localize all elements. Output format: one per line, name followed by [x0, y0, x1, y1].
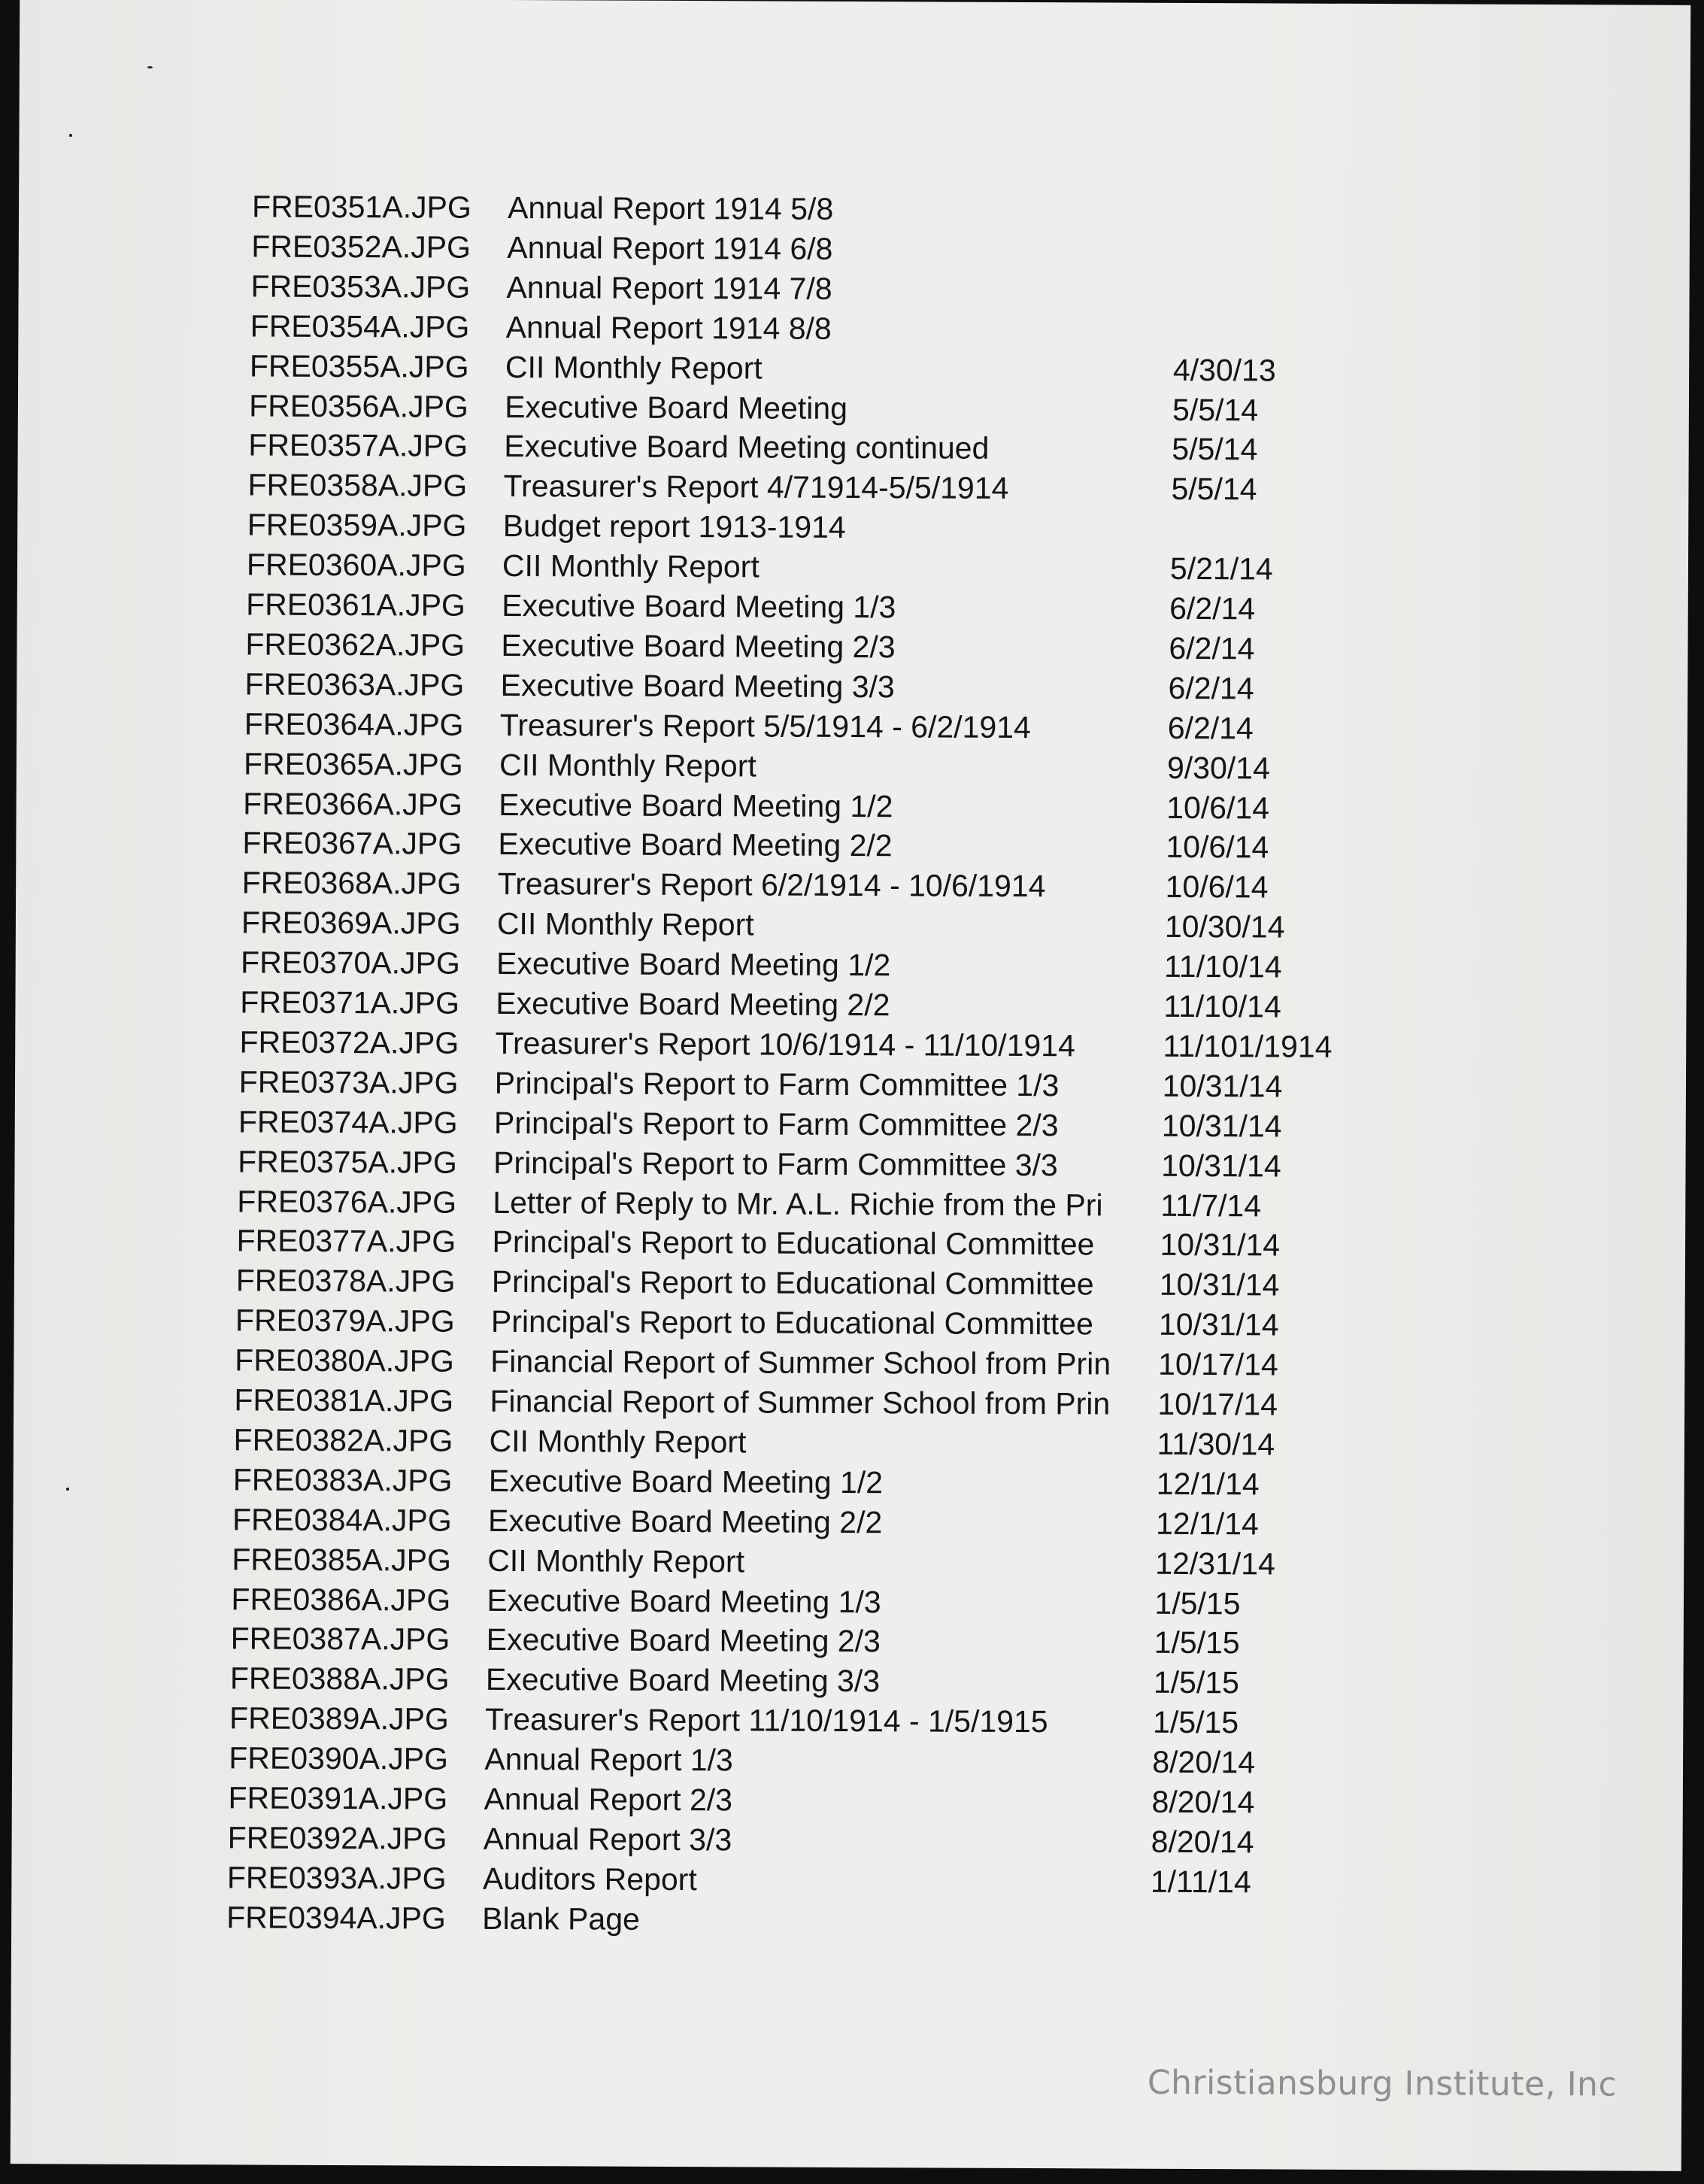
file-name: FRE0369A.JPG: [241, 905, 461, 941]
document-date: 10/6/14: [1166, 830, 1269, 865]
document-description: Executive Board Meeting 1/2: [496, 946, 891, 983]
file-name: FRE0386A.JPG: [231, 1581, 451, 1618]
document-date: 1/5/15: [1152, 1704, 1239, 1740]
document-date: 6/2/14: [1168, 670, 1254, 706]
document-description: Treasurer's Report 11/10/1914 - 1/5/1915: [484, 1702, 1048, 1740]
document-date: 8/20/14: [1152, 1744, 1256, 1780]
document-date: 10/31/14: [1162, 1068, 1283, 1104]
file-name: FRE0359A.JPG: [247, 507, 467, 543]
file-name: FRE0374A.JPG: [238, 1104, 458, 1140]
document-date: 11/7/14: [1160, 1188, 1262, 1223]
document-date: 12/1/14: [1155, 1506, 1259, 1542]
document-date: 4/30/13: [1172, 352, 1276, 388]
file-name: FRE0378A.JPG: [235, 1263, 456, 1300]
document-date: 10/6/14: [1166, 790, 1270, 825]
document-description: Treasurer's Report 10/6/1914 - 11/10/1914: [495, 1025, 1075, 1063]
file-name: FRE0354A.JPG: [250, 308, 470, 344]
document-description: Principal's Report to Educational Committee: [490, 1304, 1093, 1342]
file-name: FRE0351A.JPG: [251, 189, 471, 225]
document-date: 10/30/14: [1164, 909, 1285, 945]
document-date: 1/5/15: [1153, 1665, 1239, 1700]
document-date: 6/2/14: [1169, 590, 1256, 626]
document-description: Executive Board Meeting 2/3: [501, 627, 896, 665]
document-date: 5/5/14: [1172, 432, 1258, 467]
dust-speck: [69, 134, 72, 137]
document-description: Treasurer's Report 4/71914-5/5/1914: [503, 469, 1009, 506]
document-description: Annual Report 1914 8/8: [505, 309, 832, 346]
file-name: FRE0385A.JPG: [232, 1542, 452, 1578]
document-description: Principal's Report to Farm Committee 1/3: [494, 1065, 1060, 1103]
document-description: Budget report 1913-1914: [502, 508, 846, 545]
document-description: Annual Report 1914 5/8: [507, 190, 834, 226]
file-name: FRE0362A.JPG: [245, 626, 465, 663]
document-date: 5/5/14: [1172, 392, 1259, 427]
document-description: Executive Board Meeting 2/2: [498, 827, 893, 863]
document-description: Treasurer's Report 5/5/1914 - 6/2/1914: [499, 707, 1031, 745]
file-name: FRE0367A.JPG: [242, 825, 462, 862]
document-date: 10/17/14: [1157, 1386, 1278, 1422]
file-index-list: [20, 0, 1690, 1937]
document-description: Executive Board Meeting 3/3: [500, 667, 895, 705]
document-description: Principal's Report to Farm Committee 2/3: [493, 1105, 1059, 1142]
file-name: FRE0379A.JPG: [235, 1303, 455, 1339]
document-date: 11/30/14: [1157, 1426, 1275, 1462]
document-date: 10/31/14: [1159, 1267, 1280, 1303]
document-description: Annual Report 1/3: [484, 1741, 733, 1778]
document-date: 10/31/14: [1161, 1108, 1282, 1144]
file-name: FRE0373A.JPG: [238, 1064, 459, 1100]
document-date: 6/2/14: [1169, 630, 1255, 666]
document-date: 11/10/14: [1163, 988, 1281, 1024]
document-date: 10/31/14: [1160, 1227, 1281, 1263]
file-name: FRE0368A.JPG: [241, 865, 462, 902]
scanned-page: [11, 0, 1691, 2171]
file-name: FRE0356A.JPG: [249, 388, 468, 424]
document-date: [1175, 231, 1415, 232]
document-description: Executive Board Meeting 3/3: [485, 1662, 881, 1699]
document-description: CII Monthly Report: [489, 1423, 747, 1460]
document-date: 11/101/1914: [1163, 1028, 1333, 1064]
document-description: Executive Board Meeting 2/2: [496, 985, 890, 1023]
file-name: FRE0388A.JPG: [229, 1661, 450, 1697]
document-description: Executive Board Meeting 1/2: [488, 1463, 884, 1500]
file-name: FRE0392A.JPG: [227, 1820, 447, 1856]
document-description: Letter of Reply to Mr. A.L. Richie from the Pri: [493, 1185, 1103, 1222]
document-date: 9/30/14: [1166, 750, 1270, 786]
file-name: FRE0390A.JPG: [229, 1740, 449, 1776]
file-name: FRE0372A.JPG: [239, 1024, 459, 1060]
document-description: Annual Report 1914 7/8: [506, 269, 832, 306]
file-name: FRE0366A.JPG: [243, 785, 463, 822]
file-name: FRE0363A.JPG: [244, 666, 465, 702]
document-date: 12/1/14: [1156, 1466, 1260, 1502]
file-name: FRE0358A.JPG: [247, 467, 468, 504]
file-name: FRE0357A.JPG: [248, 427, 468, 464]
document-description: CII Monthly Report: [502, 548, 760, 584]
document-date: 10/17/14: [1158, 1346, 1278, 1382]
document-date: 12/31/14: [1155, 1545, 1275, 1582]
document-description: Executive Board Meeting continued: [504, 429, 990, 466]
file-name: FRE0387A.JPG: [230, 1621, 450, 1658]
document-date: [1175, 191, 1416, 192]
document-date: 1/5/15: [1154, 1625, 1240, 1661]
document-date: 8/20/14: [1151, 1784, 1255, 1820]
document-description: Principal's Report to Educational Committee: [492, 1224, 1095, 1262]
file-name: FRE0389A.JPG: [229, 1700, 449, 1737]
document-date: 10/6/14: [1165, 869, 1269, 905]
document-description: CII Monthly Report: [499, 747, 756, 784]
document-description: Annual Report 3/3: [483, 1821, 732, 1858]
file-name: FRE0382A.JPG: [233, 1422, 453, 1458]
file-name: FRE0361A.JPG: [246, 587, 465, 623]
document-description: CII Monthly Report: [487, 1542, 745, 1579]
document-date: 11/10/14: [1163, 948, 1282, 984]
document-description: Treasurer's Report 6/2/1914 - 10/6/1914: [497, 866, 1046, 904]
document-description: Executive Board Meeting 1/3: [502, 587, 896, 625]
file-name: FRE0383A.JPG: [232, 1462, 453, 1498]
file-name: FRE0381A.JPG: [234, 1382, 454, 1418]
dust-speck: [66, 1488, 69, 1491]
document-date: 8/20/14: [1151, 1824, 1254, 1860]
document-description: CII Monthly Report: [505, 349, 763, 386]
file-name: FRE0393A.JPG: [226, 1860, 447, 1896]
document-date: 5/5/14: [1171, 472, 1257, 507]
document-description: CII Monthly Report: [496, 906, 754, 942]
file-name: FRE0353A.JPG: [250, 268, 471, 305]
document-description: Financial Report of Summer School from Prin: [490, 1383, 1111, 1421]
file-name: FRE0364A.JPG: [244, 706, 464, 742]
watermark: Christiansburg Institute, Inc: [1147, 2063, 1618, 2104]
file-name: FRE0377A.JPG: [236, 1223, 456, 1260]
document-date: 10/31/14: [1158, 1306, 1279, 1342]
file-name: FRE0380A.JPG: [235, 1342, 454, 1379]
document-description: Financial Report of Summer School from Prin: [490, 1344, 1111, 1382]
document-description: Principal's Report to Farm Committee 3/3: [493, 1145, 1058, 1182]
document-description: Annual Report 2/3: [484, 1781, 733, 1818]
file-name: FRE0352A.JPG: [251, 229, 471, 265]
document-description: Annual Report 1914 6/8: [507, 229, 833, 266]
dust-speck: [147, 66, 153, 68]
document-date: 10/31/14: [1161, 1148, 1281, 1184]
file-name: FRE0355A.JPG: [249, 348, 469, 384]
file-name: FRE0394A.JPG: [226, 1900, 446, 1936]
document-date: 1/5/15: [1154, 1585, 1241, 1621]
document-date: 1/11/14: [1150, 1864, 1251, 1900]
file-name: FRE0360A.JPG: [246, 547, 466, 583]
file-name: FRE0370A.JPG: [240, 945, 460, 981]
document-description: Blank Page: [482, 1900, 640, 1937]
file-name: FRE0391A.JPG: [228, 1780, 448, 1816]
document-date: 6/2/14: [1167, 710, 1254, 746]
file-name: FRE0375A.JPG: [238, 1144, 457, 1180]
document-date: 5/21/14: [1169, 551, 1273, 587]
file-name: FRE0365A.JPG: [243, 746, 463, 782]
document-description: Executive Board Meeting 1/2: [499, 787, 893, 824]
file-name: FRE0384A.JPG: [232, 1502, 452, 1538]
document-description: Executive Board Meeting: [505, 389, 848, 426]
document-description: Principal's Report to Educational Committee: [491, 1264, 1094, 1302]
file-name: FRE0376A.JPG: [237, 1183, 457, 1220]
file-name: FRE0371A.JPG: [240, 984, 460, 1021]
document-description: Executive Board Meeting 2/2: [487, 1503, 883, 1539]
document-description: Auditors Report: [482, 1861, 697, 1897]
document-description: Executive Board Meeting 2/3: [486, 1622, 881, 1659]
document-description: Executive Board Meeting 1/3: [487, 1582, 881, 1619]
